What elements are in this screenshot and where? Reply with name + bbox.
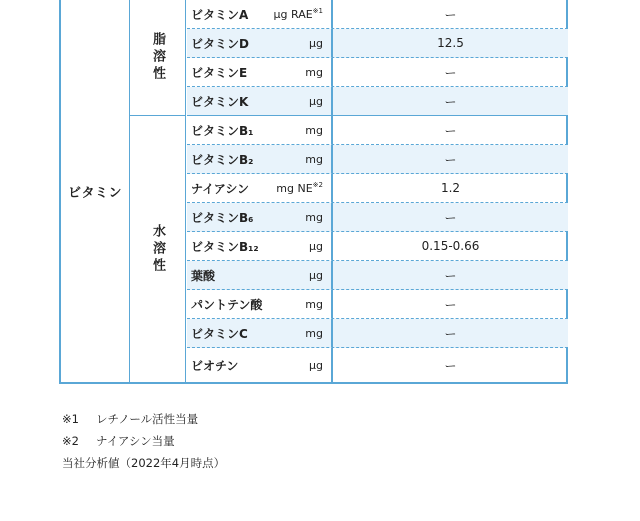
vitamin-value: ー (444, 210, 457, 225)
footnote-2: ※2 ナイアシン当量 (62, 434, 175, 448)
vitamin-name: ビタミンB₆ (191, 210, 254, 225)
vitamin-value: 1.2 (440, 181, 461, 195)
table-row (187, 319, 568, 348)
table-row (187, 58, 568, 87)
group-water-soluble-label: 水溶性 (150, 223, 165, 275)
vitamin-value: ー (444, 65, 457, 80)
vitamin-unit: mg (271, 203, 333, 231)
footnote-3: 当社分析値（2022年4月時点） (62, 456, 226, 470)
vitamin-value: 0.15-0.66 (421, 239, 480, 253)
vitamin-name: ビタミンC (191, 326, 248, 341)
vitamin-unit: mg NE $^{※2}$ (271, 174, 333, 202)
group-water-soluble (130, 116, 186, 382)
footnotes (62, 408, 225, 474)
footnote-1: ※1 レチノール活性当量 (62, 412, 199, 426)
vitamin-unit: μg RAE $^{※1}$ (271, 0, 333, 28)
vitamin-value: ー (444, 7, 457, 22)
vitamin-name: ビタミンB₁ (191, 123, 254, 138)
vitamin-unit: mg (271, 145, 333, 173)
vitamin-name: ビタミンE (191, 65, 248, 80)
vitamin-name: 葉酸 (191, 268, 216, 283)
group-fat-soluble (130, 0, 186, 116)
vitamin-unit: μg (271, 87, 333, 115)
vitamin-value: ー (444, 358, 457, 373)
table-row (187, 203, 568, 232)
table-row (187, 116, 568, 145)
vitamin-name: ビタミンB₂ (191, 152, 254, 167)
category-label: ビタミン (61, 0, 130, 382)
group-fat-soluble-label: 脂溶性 (150, 32, 165, 83)
vitamin-value: 12.5 (437, 36, 464, 50)
vitamin-name: ビタミンA (191, 7, 249, 22)
vitamin-unit: μg (271, 29, 333, 57)
vitamin-table (59, 0, 568, 384)
vitamin-name: パントテン酸 (191, 297, 263, 312)
vitamin-name: ビタミンK (191, 94, 249, 109)
table-row (187, 29, 568, 58)
table-row (187, 290, 568, 319)
vitamin-name: ビオチン (191, 358, 239, 373)
table-row (187, 0, 568, 29)
vitamin-value: ー (444, 268, 457, 283)
vitamin-name: ナイアシン (191, 181, 250, 196)
table-row (187, 232, 568, 261)
vitamin-value: ー (444, 94, 457, 109)
table-row (187, 174, 568, 203)
vitamin-name: ビタミンB₁₂ (191, 239, 259, 254)
vitamin-value: ー (444, 152, 457, 167)
vitamin-value: ー (444, 123, 457, 138)
vitamin-value: ー (444, 297, 457, 312)
vitamin-unit: μg (271, 232, 333, 260)
vitamin-unit: mg (271, 116, 333, 144)
vitamin-unit: μg (271, 261, 333, 289)
vitamin-name: ビタミンD (191, 36, 249, 51)
vitamin-unit: mg (271, 290, 333, 318)
vitamin-value: ー (444, 326, 457, 341)
table-row (187, 87, 568, 116)
vitamin-unit: μg (271, 348, 333, 382)
table-row (187, 261, 568, 290)
table-row (187, 145, 568, 174)
vitamin-unit: mg (271, 58, 333, 86)
vitamin-unit: mg (271, 319, 333, 347)
table-row (187, 348, 568, 382)
